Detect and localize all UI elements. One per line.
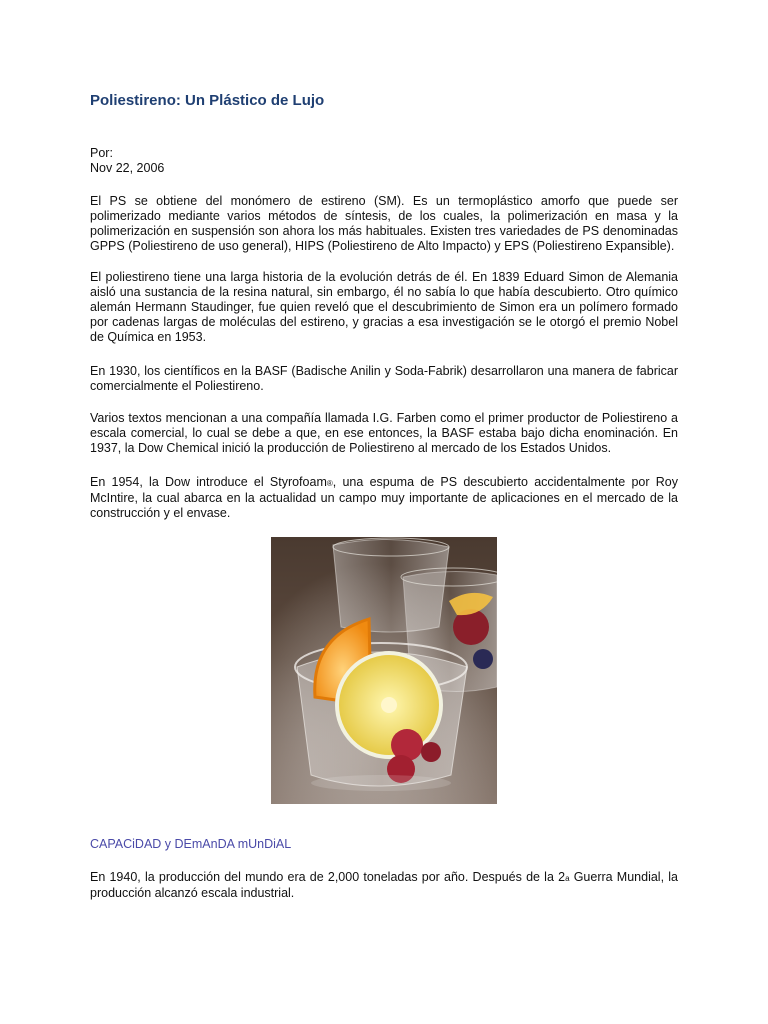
document-title: Poliestireno: Un Plástico de Lujo xyxy=(90,92,325,109)
publish-date: Nov 22, 2006 xyxy=(90,161,165,175)
paragraph-styrofoam-part1: En 1954, la Dow introduce el Styrofoam xyxy=(90,475,327,489)
paragraph-history: El poliestireno tiene una larga historia de la evolución detrás de él. En 1839 Eduard Simon de Alemania aisló una sustancia de la resina natural, sin embargo, él no sabía lo que había descubierto. Otro químico alemán Hermann Staudinger, fue quien reveló que el descubrimiento de Simon era un polímero formado por cadenas largas de moléculas del estireno, y gracias a esa investigación se le otorgó el premio Nobel de Química en 1953. xyxy=(90,270,678,344)
paragraph-styrofoam-part2: , una espuma de PS descubierto accidentalmente por Roy McIntire, la cual abarca en la actualidad un campo muy importante de aplicaciones en el mercado de la construcción y el envase. xyxy=(90,475,678,520)
paragraph-farben: Varios textos mencionan a una compañía llamada I.G. Farben como el primer productor de Poliestireno a escala comercial, lo cual se debe a que, en ese entonces, la BASF estaba bajo dicha enominación. En 1937, la Dow Chemical inició la producción de Poliestireno al mercado de los Estados Unidos. xyxy=(90,411,678,455)
ordinal-superscript: a xyxy=(565,874,570,883)
polystyrene-cups-fruit-photo xyxy=(271,537,497,804)
paragraph-intro: El PS se obtiene del monómero de estireno (SM). Es un termoplástico amorfo que puede ser polimerizado mediante varios métodos de síntesis, de los cuales, la polimerización en masa y la polimerización en suspensión son ahora los más habituales. Existen tres variedades de PS denominadas GPPS (Poliestireno de uso general), HIPS (Poliestireno de Alto Impacto) y EPS (Poliestireno Expansible). xyxy=(90,194,678,253)
section-heading: CAPACiDAD y DEmAnDA mUnDiAL xyxy=(90,837,292,851)
paragraph-production-part1: En 1940, la producción del mundo era de 2,000 toneladas por año. Después de la 2 xyxy=(90,870,566,884)
author-label: Por: xyxy=(90,146,113,160)
paragraph-styrofoam xyxy=(90,475,678,521)
paragraph-production-part2: Guerra Mundial, la producción alcanzó escala industrial. xyxy=(90,870,678,900)
paragraph-production xyxy=(90,870,678,901)
document-meta xyxy=(90,146,164,176)
paragraph-basf: En 1930, los científicos en la BASF (Badische Anilin y Soda-Fabrik) desarrollaron una manera de fabricar comercialmente el Poliestireno. xyxy=(90,364,678,393)
registered-mark: ® xyxy=(326,479,333,488)
